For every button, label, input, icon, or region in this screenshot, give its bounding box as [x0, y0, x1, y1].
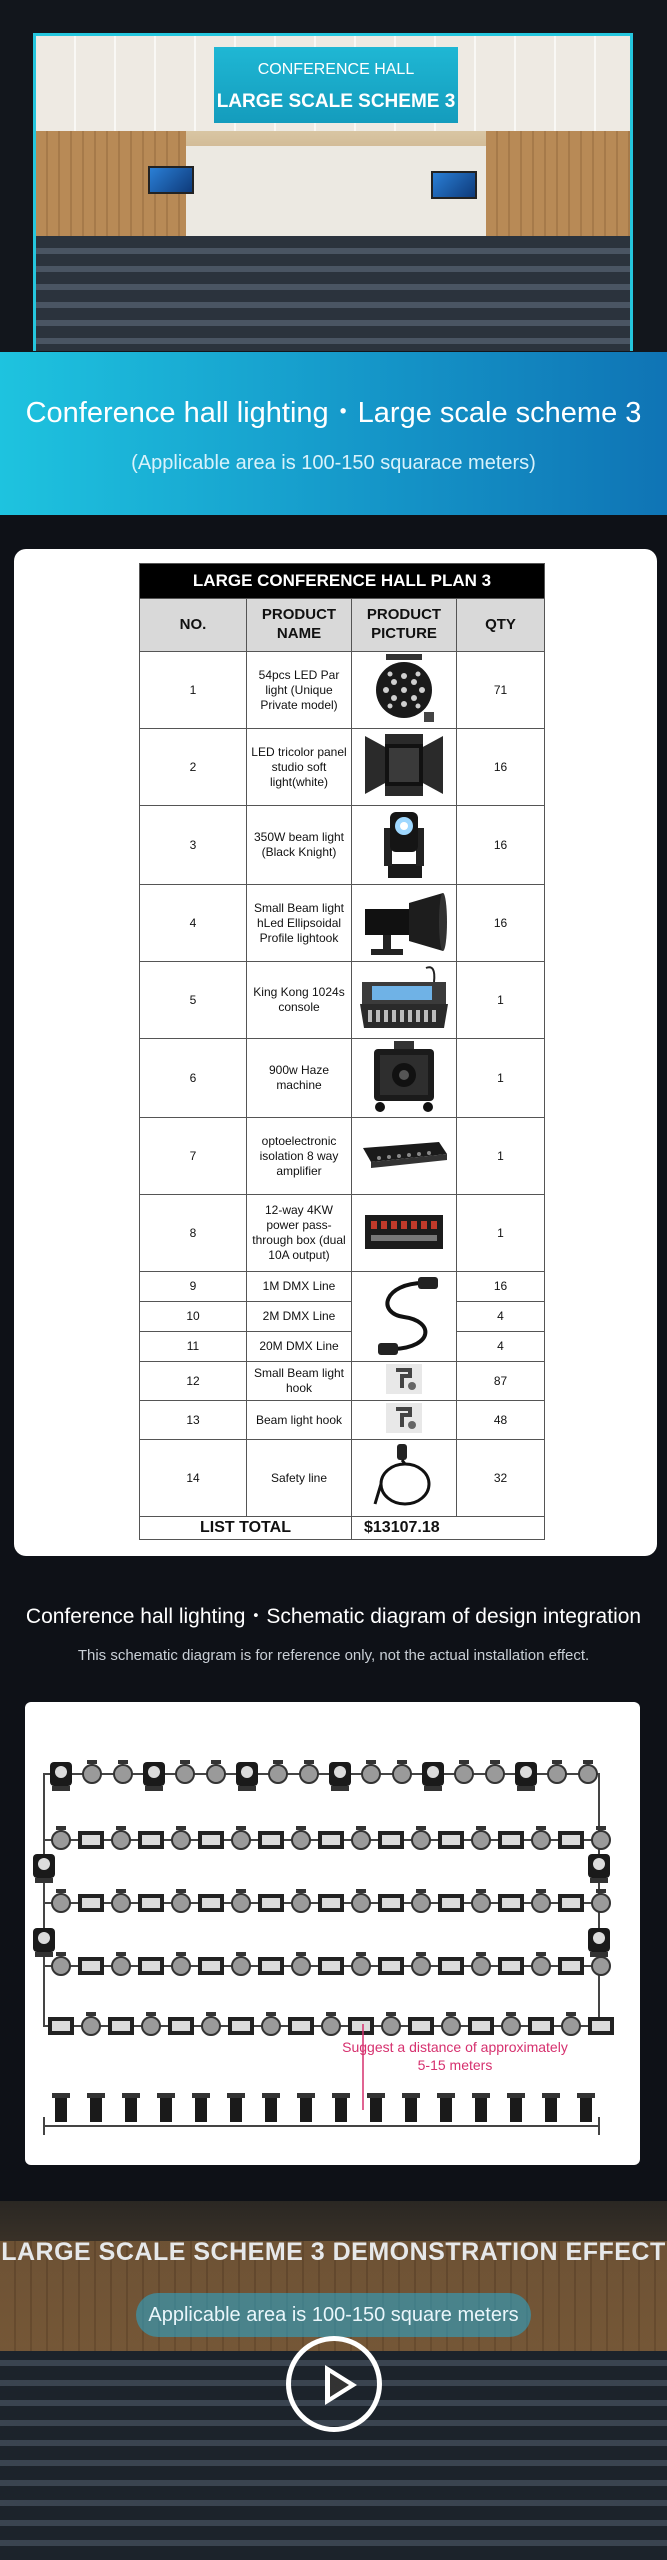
profile-light — [545, 2096, 557, 2122]
par-light — [269, 1765, 287, 1783]
par-light — [202, 2017, 220, 2035]
profile-light — [580, 2096, 592, 2122]
par-light — [172, 1894, 190, 1912]
hero-badge — [214, 47, 458, 123]
row-picture — [352, 962, 457, 1039]
profile-light — [510, 2096, 522, 2122]
par-light — [52, 1957, 70, 1975]
par-light — [352, 1831, 370, 1849]
profile-light — [300, 2096, 312, 2122]
console-icon — [356, 962, 452, 1038]
hook-icon — [384, 1401, 424, 1439]
table-row — [140, 1362, 545, 1401]
row-qty: 16 — [457, 806, 545, 885]
par-light — [592, 1894, 610, 1912]
table-row — [140, 1118, 545, 1195]
row-qty: 1 — [457, 1039, 545, 1118]
row-qty: 1 — [457, 1195, 545, 1272]
par-light — [502, 2017, 520, 2035]
panel-light-icon — [357, 730, 451, 804]
par-light — [472, 1831, 490, 1849]
row-picture — [352, 1440, 457, 1517]
row-no: 7 — [140, 1118, 247, 1195]
row-picture — [352, 806, 457, 885]
row-no: 11 — [140, 1332, 247, 1362]
par-light — [548, 1765, 566, 1783]
table-row — [140, 885, 545, 962]
table-row — [140, 652, 545, 729]
row-qty: 48 — [457, 1401, 545, 1440]
profile-light — [475, 2096, 487, 2122]
par-light — [207, 1765, 225, 1783]
par-light — [532, 1957, 550, 1975]
plan-table — [139, 563, 545, 1540]
row-qty: 16 — [457, 729, 545, 806]
par-light — [232, 1957, 250, 1975]
table-row — [140, 1440, 545, 1517]
par-light — [172, 1831, 190, 1849]
par-light — [562, 2017, 580, 2035]
profile-light — [55, 2096, 67, 2122]
demo-title: LARGE SCALE SCHEME 3 DEMONSTRATION EFFECT — [1, 2238, 666, 2266]
row-no: 4 — [140, 885, 247, 962]
profile-light — [230, 2096, 242, 2122]
par-light — [112, 1894, 130, 1912]
par-light — [112, 1957, 130, 1975]
row-no: 6 — [140, 1039, 247, 1118]
schematic-svg — [25, 1702, 640, 2165]
table-row — [140, 1195, 545, 1272]
hero-badge-line2: LARGE SCALE SCHEME 3 — [216, 91, 456, 112]
par-light — [532, 1831, 550, 1849]
demo-section — [0, 2201, 667, 2560]
par-light — [412, 1894, 430, 1912]
par-light — [112, 1831, 130, 1849]
profile-light — [335, 2096, 347, 2122]
integration-title: Conference hall lighting・Schematic diagram of design integration — [25, 1605, 642, 1628]
par-light — [83, 1765, 101, 1783]
hook-icon — [384, 1362, 424, 1400]
table-row — [140, 806, 545, 885]
row-no: 14 — [140, 1440, 247, 1517]
row-name: 12-way 4KW power pass-through box (dual 10A output) — [247, 1195, 352, 1272]
power-box-icon — [359, 1209, 449, 1257]
row-no: 3 — [140, 806, 247, 885]
par-light — [362, 1765, 380, 1783]
row-picture — [352, 1118, 457, 1195]
par-light — [455, 1765, 473, 1783]
table-row — [140, 1039, 545, 1118]
row-picture — [352, 729, 457, 806]
hero-seats — [36, 236, 633, 351]
table-row — [140, 1272, 545, 1302]
hero-badge-line1: CONFERENCE HALL — [257, 61, 415, 78]
par-light — [292, 1894, 310, 1912]
row-picture — [352, 652, 457, 729]
par-light — [412, 1957, 430, 1975]
row-qty: 1 — [457, 1118, 545, 1195]
par-light — [232, 1831, 250, 1849]
safety-line-icon — [369, 1440, 439, 1516]
row-qty: 16 — [457, 1272, 545, 1302]
row-picture — [352, 1401, 457, 1440]
row-qty: 32 — [457, 1440, 545, 1517]
par-light — [292, 1957, 310, 1975]
row-name: 54pcs LED Par light (Unique Private model) — [247, 652, 352, 729]
par-light — [382, 2017, 400, 2035]
par-light — [486, 1765, 504, 1783]
integration-subtitle: This schematic diagram is for reference only, not the actual installation effect. — [77, 1647, 590, 1664]
beam-light-icon — [374, 806, 434, 884]
row-name: optoelectronic isolation 8 way amplifier — [247, 1118, 352, 1195]
hero-section — [0, 0, 667, 352]
row-name: Small Beam light hook — [247, 1362, 352, 1401]
par-light — [114, 1765, 132, 1783]
schematic-diagram — [25, 1702, 640, 2165]
play-icon — [325, 2365, 357, 2405]
total-row — [140, 1517, 545, 1540]
par-light — [292, 1831, 310, 1849]
demo-area-pill: Applicable area is 100-150 square meters — [136, 2293, 531, 2337]
dmx-cable-icon — [364, 1273, 444, 1361]
par-light — [142, 2017, 160, 2035]
par-light — [472, 1957, 490, 1975]
led-par-light-icon — [372, 652, 436, 728]
profile-light — [265, 2096, 277, 2122]
hero-image — [33, 33, 633, 351]
profile-light — [160, 2096, 172, 2122]
table-row — [140, 1302, 545, 1332]
par-light — [262, 2017, 280, 2035]
par-light — [52, 1894, 70, 1912]
table-row — [140, 962, 545, 1039]
row-qty: 87 — [457, 1362, 545, 1401]
header-no: NO. — [140, 599, 247, 652]
par-light — [352, 1894, 370, 1912]
row-picture — [352, 1039, 457, 1118]
row-name: Safety line — [247, 1440, 352, 1517]
scheme-banner — [0, 352, 667, 515]
row-picture — [352, 1272, 457, 1362]
par-light — [300, 1765, 318, 1783]
profile-light-icon — [359, 885, 449, 961]
par-light — [532, 1894, 550, 1912]
par-light — [442, 2017, 460, 2035]
row-qty: 4 — [457, 1302, 545, 1332]
distance-note-line2: 5-15 meters — [417, 2057, 493, 2073]
row-qty: 1 — [457, 962, 545, 1039]
row-no: 1 — [140, 652, 247, 729]
fixtures — [33, 1760, 614, 2122]
profile-light — [125, 2096, 137, 2122]
par-light — [232, 1894, 250, 1912]
row-name: 1M DMX Line — [247, 1272, 352, 1302]
row-name: 350W beam light (Black Knight) — [247, 806, 352, 885]
row-name: Small Beam light hLed Ellipsoidal Profile lightook — [247, 885, 352, 962]
rig-frame — [44, 1774, 599, 2135]
par-light — [412, 1831, 430, 1849]
profile-light — [90, 2096, 102, 2122]
row-qty: 71 — [457, 652, 545, 729]
table-row — [140, 729, 545, 806]
row-qty: 16 — [457, 885, 545, 962]
total-value: $13107.18 — [352, 1517, 545, 1540]
profile-light — [405, 2096, 417, 2122]
row-name: King Kong 1024s console — [247, 962, 352, 1039]
par-light — [82, 2017, 100, 2035]
par-light — [393, 1765, 411, 1783]
header-product-picture: PRODUCT PICTURE — [352, 599, 457, 652]
row-no: 8 — [140, 1195, 247, 1272]
plan-card — [14, 549, 657, 1556]
table-row — [140, 1401, 545, 1440]
hero-screen-right — [431, 171, 477, 199]
haze-machine-icon — [364, 1039, 444, 1117]
row-no: 9 — [140, 1272, 247, 1302]
hero-screen-left — [148, 166, 194, 194]
row-qty: 4 — [457, 1332, 545, 1362]
par-light — [579, 1765, 597, 1783]
row-no: 2 — [140, 729, 247, 806]
row-picture — [352, 885, 457, 962]
row-picture — [352, 1195, 457, 1272]
row-picture — [352, 1362, 457, 1401]
row-name: 20M DMX Line — [247, 1332, 352, 1362]
header-qty: QTY — [457, 599, 545, 652]
distance-note-line1: Suggest a distance of approximately — [342, 2039, 568, 2055]
row-no: 12 — [140, 1362, 247, 1401]
row-name: Beam light hook — [247, 1401, 352, 1440]
par-light — [352, 1957, 370, 1975]
par-light — [472, 1894, 490, 1912]
banner-title: Conference hall lighting・Large scale scheme 3 — [25, 397, 642, 429]
row-name: LED tricolor panel studio soft light(white) — [247, 729, 352, 806]
play-button[interactable] — [286, 2336, 382, 2432]
banner-subtitle: (Applicable area is 100-150 squarace meters) — [131, 452, 536, 474]
par-light — [52, 1831, 70, 1849]
par-light — [176, 1765, 194, 1783]
table-row — [140, 1332, 545, 1362]
par-light — [172, 1957, 190, 1975]
par-light — [322, 2017, 340, 2035]
row-name: 2M DMX Line — [247, 1302, 352, 1332]
header-product-name: PRODUCT NAME — [247, 599, 352, 652]
row-no: 10 — [140, 1302, 247, 1332]
total-label: LIST TOTAL — [140, 1517, 352, 1540]
row-no: 13 — [140, 1401, 247, 1440]
row-name: 900w Haze machine — [247, 1039, 352, 1118]
profile-light — [195, 2096, 207, 2122]
par-light — [592, 1831, 610, 1849]
amplifier-icon — [357, 1134, 451, 1178]
profile-light — [440, 2096, 452, 2122]
profile-light — [370, 2096, 382, 2122]
row-no: 5 — [140, 962, 247, 1039]
plan-title: LARGE CONFERENCE HALL PLAN 3 — [140, 564, 545, 599]
par-light — [592, 1957, 610, 1975]
